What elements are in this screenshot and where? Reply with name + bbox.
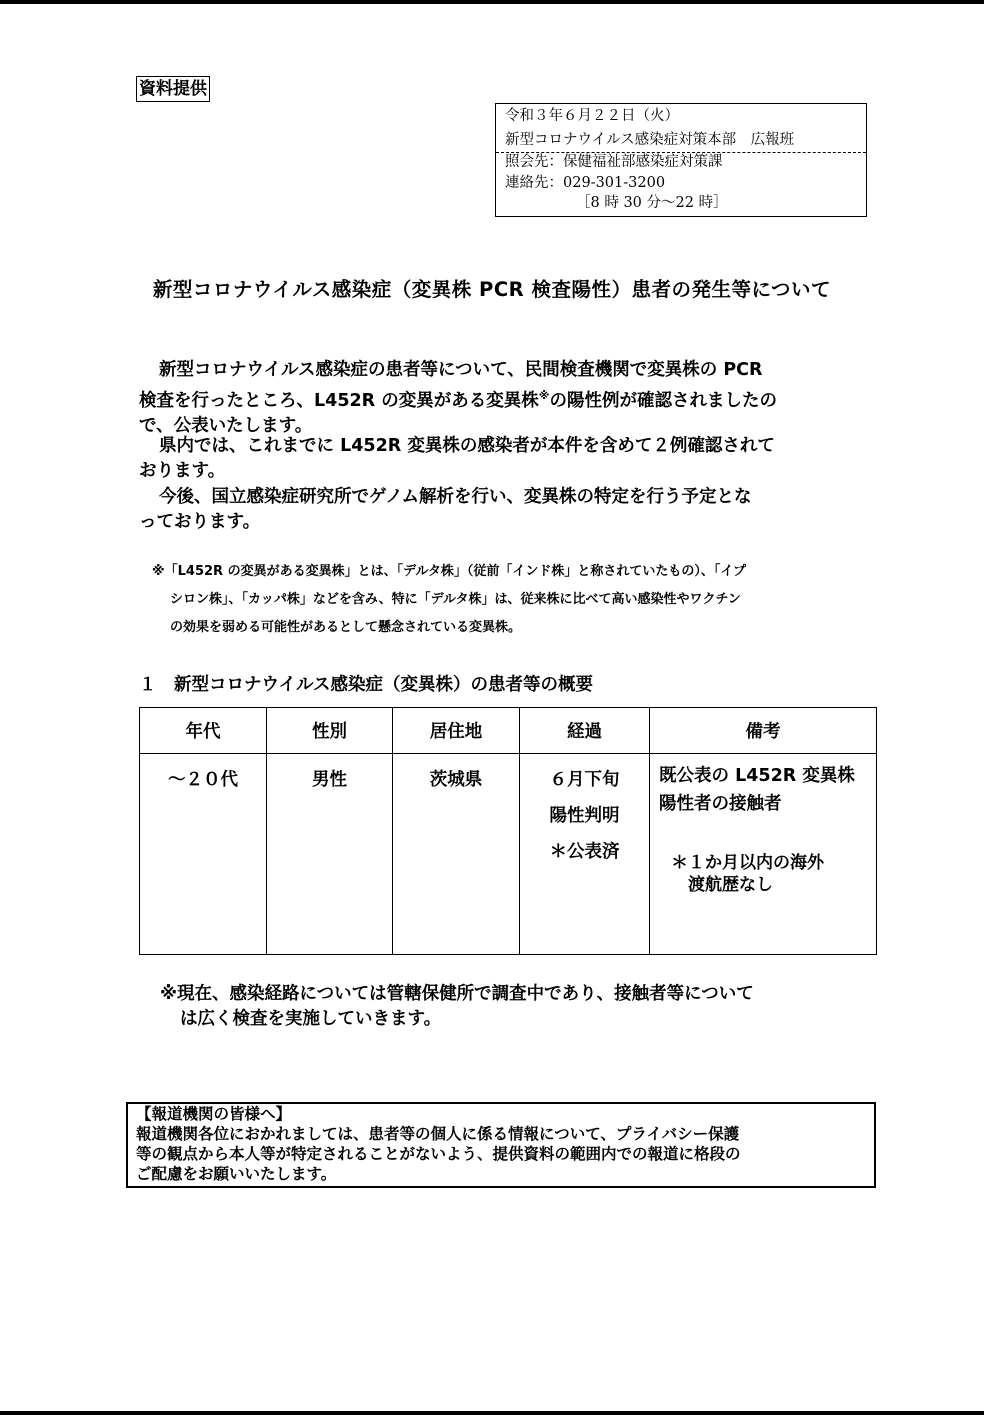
cell-sex: 男性 — [267, 754, 393, 955]
footnote-mark: ※ — [538, 389, 550, 402]
header-sex: 性別 — [267, 708, 393, 754]
header-residence: 居住地 — [393, 708, 520, 754]
paragraph-2 — [139, 434, 873, 484]
table-row — [140, 754, 877, 955]
investigation-note-line-1: ※現在、感染経路については管轄保健所で調査中であり、接触者等について — [160, 984, 754, 1004]
press-notice-line-2: 等の観点から本人等が特定されることがないよう、提供資料の範囲内での報道に格段の — [136, 1145, 741, 1163]
progress-line-1: ６月下旬 — [549, 770, 620, 790]
variant-note — [152, 558, 874, 642]
paragraph-3 — [139, 485, 873, 535]
press-notice-box — [126, 1102, 876, 1188]
remark-line-4: 渡航歴なし — [688, 875, 773, 895]
paragraph-3-line-2: っております。 — [139, 512, 261, 532]
table-header-row — [140, 708, 877, 754]
paragraph-1-line-2: 検査を行ったところ、L452R の変異がある変異株 — [139, 390, 539, 411]
paragraph-1 — [139, 358, 873, 439]
header-age: 年代 — [140, 708, 267, 754]
variant-note-line-2: シロン株」、「カッパ株」などを含み、特に「デルタ株」は、従来株に比べて高い感染性やワクチン — [170, 592, 741, 607]
contact-phone: 連絡先：029-301-3200 — [505, 175, 666, 191]
progress-line-3: ＊公表済 — [549, 842, 620, 862]
cell-progress — [520, 754, 650, 955]
page-title: 新型コロナウイルス感染症（変異株 PCR 検査陽性）患者の発生等について — [152, 278, 832, 301]
press-notice-line-3: ご配慮をお願いいたします。 — [136, 1165, 337, 1183]
section-heading: １ 新型コロナウイルス感染症（変異株）の患者等の概要 — [139, 675, 593, 695]
paragraph-1-line-2-end: の陽性例が確認されましたの — [549, 390, 777, 411]
paragraph-1-line-1: 新型コロナウイルス感染症の患者等について、民間検査機関で変異株の PCR — [159, 360, 763, 380]
header-progress: 経過 — [520, 708, 650, 754]
remark-line-1: 既公表の L452R 変異株 — [659, 766, 855, 786]
patient-summary-table — [139, 707, 877, 955]
header-remarks: 備考 — [650, 708, 877, 754]
issuing-office: 新型コロナウイルス感染症対策本部 広報班 — [505, 132, 795, 148]
paragraph-1-line-3: で、公表いたします。 — [139, 415, 313, 436]
paragraph-3-line-1: 今後、国立感染症研究所でゲノム解析を行い、変異株の特定を行う予定とな — [159, 487, 752, 507]
paragraph-2-line-2: おります。 — [139, 461, 226, 481]
page-border-top — [0, 0, 984, 4]
investigation-note — [160, 982, 876, 1032]
cell-remarks — [650, 754, 877, 955]
variant-note-line-3: の効果を弱める可能性があるとして懸念されている変異株。 — [170, 620, 522, 635]
page-border-bottom — [0, 1411, 984, 1415]
press-notice-line-1: 報道機関各位におかれましては、患者等の個人に係る情報について、プライバシー保護 — [136, 1125, 740, 1143]
header-info-box — [495, 103, 867, 217]
press-notice-heading: 【報道機関の皆様へ】 — [136, 1105, 292, 1123]
document-tag: 資料提供 — [136, 76, 210, 102]
variant-note-line-1: ※「L452R の変異がある変異株」とは、「デルタ株」（従前「インド株」と称されていたもの）、「イプ — [152, 564, 747, 579]
release-date: 令和３年６月２２日（火） — [505, 108, 679, 124]
paragraph-2-line-1: 県内では、これまでに L452R 変異株の感染者が本件を含めて２例確認されて — [159, 436, 775, 456]
cell-age: ～２０代 — [140, 754, 267, 955]
investigation-note-line-2: は広く検査を実施していきます。 — [180, 1009, 442, 1029]
progress-line-2: 陽性判明 — [549, 806, 620, 826]
remark-line-2: 陽性者の接触者 — [659, 794, 782, 814]
contact-hours: ［8 時 30 分～22 時］ — [576, 195, 728, 211]
remark-line-3: ＊１か月以内の海外 — [671, 853, 824, 873]
cell-residence: 茨城県 — [393, 754, 520, 955]
contact-department: 照会先：保健福祉部感染症対策課 — [505, 154, 723, 170]
